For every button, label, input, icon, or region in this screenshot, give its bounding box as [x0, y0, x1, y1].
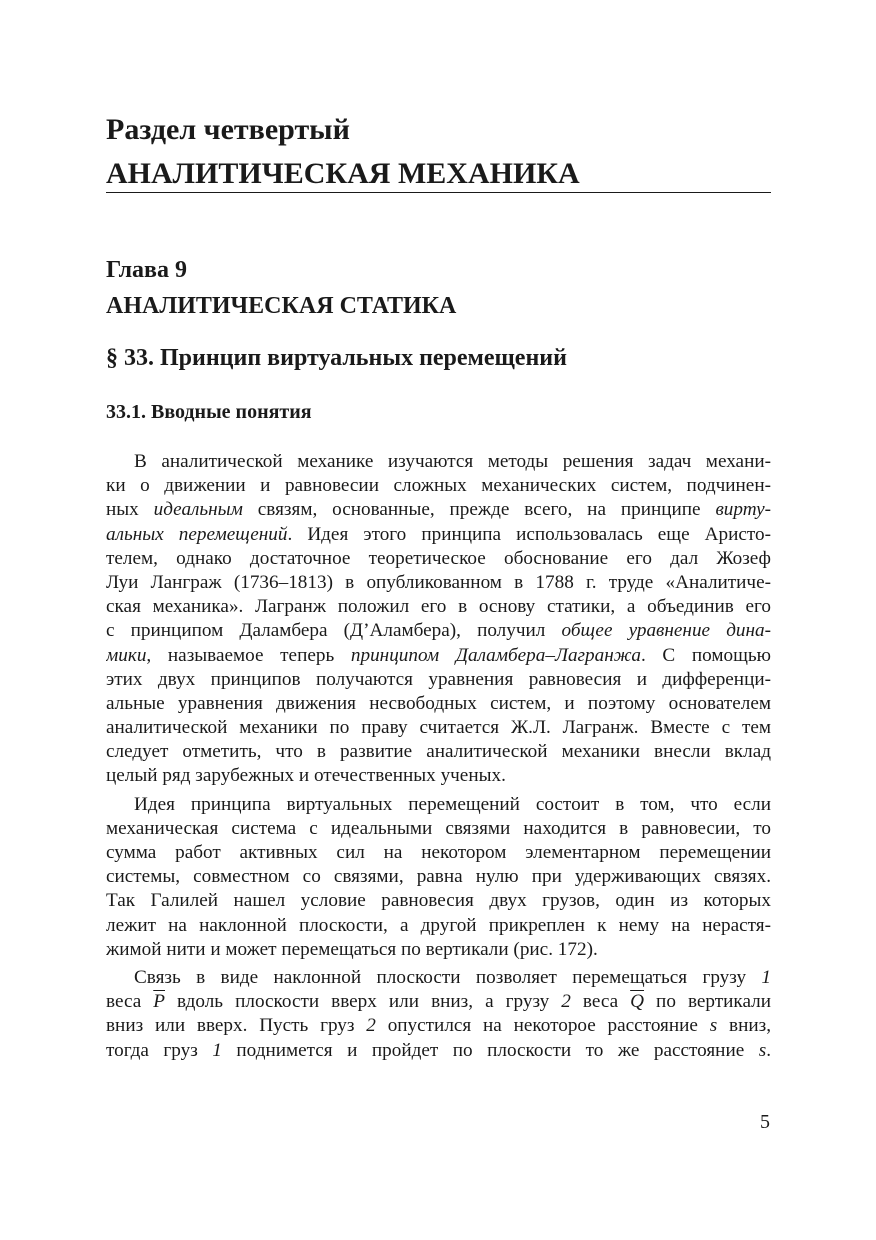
text-line: мики, называемое теперь принципом Даламбера–Лагранжа. С помощью [106, 644, 771, 666]
text-line: Так Галилей нашел условие равновесия двух грузов, один из которых [106, 890, 771, 912]
text-line: целый ряд зарубежных и отечественных ученых. [106, 765, 506, 787]
text-line: Луи Ланграж (1736–1813) в опубликованном в 1788 г. труде «Аналитиче- [106, 571, 771, 593]
text-line: тогда груз 1 поднимется и пройдет по плоскости то же расстояние s. [106, 1039, 771, 1061]
paragraph-3 [106, 966, 771, 1063]
chapter-label: Глава 9 [106, 257, 187, 283]
text-line: Идея принципа виртуальных перемещений состоит в том, что если [134, 793, 771, 815]
text-line: вниз или вверх. Пусть груз 2 опустился на некоторое расстояние s вниз, [106, 1015, 771, 1037]
text-line: ных идеальным связям, основанные, прежде всего, на принципе вирту- [106, 499, 771, 521]
section-label: Раздел четвертый [106, 113, 350, 146]
italic-term: принципом Даламбера–Лагранжа [350, 644, 641, 666]
italic-term: общее уравнение дина- [561, 620, 771, 642]
text-line: телем, однако достаточное теоретическое обоснование его дал Жозеф [106, 547, 771, 569]
vector-symbol: $\overline{P}$ [153, 991, 165, 1013]
text-line: жимой нити и может перемещаться по вертикали (рис. 172). [106, 938, 598, 960]
chapter-title: АНАЛИТИЧЕСКАЯ СТАТИКА [106, 293, 457, 319]
italic-term: мики [106, 644, 147, 666]
section-title: АНАЛИТИЧЕСКАЯ МЕХАНИКА [106, 157, 580, 190]
text-line: аналитической механики по праву считается Ж.Л. Лагранж. Вместе с тем [106, 717, 771, 739]
italic-term: s [758, 1039, 767, 1061]
paragraph-1 [106, 450, 771, 789]
text-line: следует отметить, что в развитие аналитической механики внесли вклад [106, 741, 771, 763]
paragraph-heading: § 33. Принцип виртуальных перемещений [106, 345, 567, 371]
text-line: ки о движении и равновесии сложных механических систем, подчинен- [106, 475, 771, 497]
text-line: лежит на наклонной плоскости, а другой прикреплен к нему на нерастя- [106, 914, 771, 936]
italic-term: 2 [366, 1015, 376, 1037]
text-line: сумма работ активных сил на некотором элементарном перемещении [106, 842, 771, 863]
text-line: этих двух принципов получаются уравнения равновесия и дифференци- [106, 668, 771, 690]
paragraph-2 [106, 793, 771, 962]
text-line: Связь в виде наклонной плоскости позволяет перемещаться грузу 1 [134, 966, 771, 988]
italic-term: s [709, 1015, 718, 1037]
text-line: ская механика». Лагранж положил его в основу статики, а объединив его [106, 596, 771, 618]
vector-symbol: $\overline{Q}$ [630, 991, 645, 1013]
italic-term: 1 [761, 966, 771, 988]
text-line: с принципом Даламбера (Д’Аламбера), получил общее уравнение дина- [106, 620, 771, 642]
header-rule [106, 192, 771, 193]
italic-term: альных перемещений [106, 523, 288, 545]
italic-term: 2 [561, 991, 571, 1013]
text-line: В аналитической механике изучаются методы решения задач механи- [134, 451, 771, 472]
text-line: альные уравнения движения несвободных систем, и поэтому основателем [106, 692, 771, 714]
text-line: альных перемещений. Идея этого принципа использовалась еще Аристо- [106, 523, 771, 545]
italic-term: вирту- [715, 499, 771, 521]
text-line: механическая система с идеальными связями находится в равновесии, то [106, 817, 771, 839]
body-text [106, 450, 771, 1063]
italic-term: 1 [212, 1039, 222, 1061]
page-number: 5 [760, 1111, 770, 1133]
italic-term: идеальным [153, 499, 243, 521]
text-line: системы, совместном со связями, равна нулю при удерживающих связях. [106, 866, 771, 888]
subsection-heading: 33.1. Вводные понятия [106, 401, 312, 423]
text-line: веса $\overline{P}$ вдоль плоскости вверх или вниз, а грузу 2 веса $\overline{Q}$ по вертикали [106, 991, 771, 1013]
